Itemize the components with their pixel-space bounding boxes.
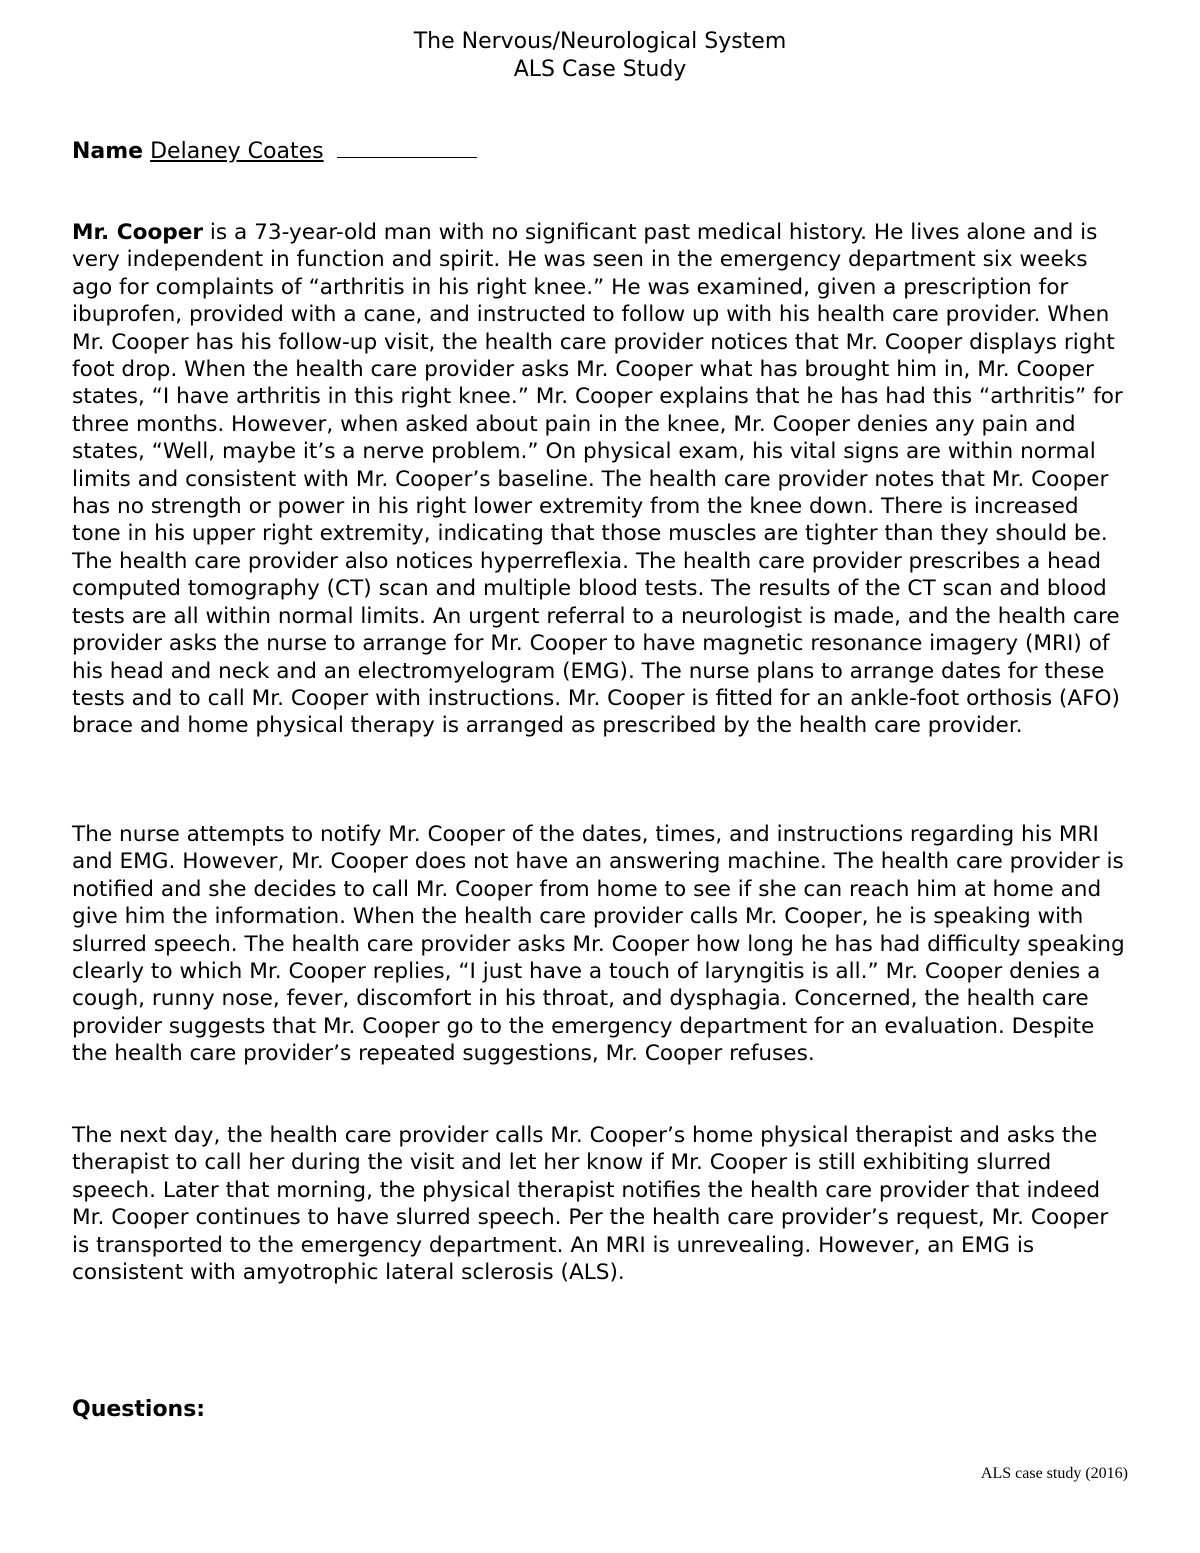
questions-heading: Questions: — [72, 1397, 206, 1422]
name-value: Delaney Coates — [150, 139, 324, 164]
case-paragraph-1-text: is a 73-year-old man with no significant past medical history. He lives alone and is very independent in function and spirit. He was seen in the emergency department six weeks ago for complaints of “arthritis in his right knee.” He was examined, given a prescription for ibuprofen, provided with a cane, and instructed to follow up with his health care provider. When Mr. Cooper has his follow-up visit, the health care provider notices that Mr. Cooper displays right foot drop. When the health care provider asks Mr. Cooper what has brought him in, Mr. Cooper states, “I have arthritis in this right knee.” Mr. Cooper explains that he has had this “arthritis” for three months. However, when asked about pain in the knee, Mr. Cooper denies any pain and states, “Well, maybe it’s a nerve problem.” On physical exam, his vital signs are within normal limits and consistent with Mr. Cooper’s baseline. The health care provider notes that Mr. Cooper has no strength or power in his right lower extremity from the knee down. There is increased tone in his upper right extremity, indicating that those muscles are tighter than they should be. The health care provider also notices hyperreflexia. The health care provider prescribes a head computed tomography (CT) scan and multiple blood tests. The results of the CT scan and blood tests are all within normal limits. An urgent referral to a neurologist is made, and the health care provider asks the nurse to arrange for Mr. Cooper to have magnetic resonance imagery (MRI) of his head and neck and an electromyelogram (EMG). The nurse plans to arrange dates for these tests and to call Mr. Cooper with instructions. Mr. Cooper is fitted for an ankle-foot orthosis (AFO) brace and home physical therapy is arranged as prescribed by the health care provider. — [72, 220, 1123, 739]
name-blank-line — [337, 137, 477, 158]
name-line — [72, 137, 477, 166]
patient-name-lead: Mr. Cooper — [72, 220, 204, 245]
page-footer: ALS case study (2016) — [980, 1465, 1128, 1482]
case-paragraph-1 — [72, 219, 1132, 740]
case-paragraph-3: The next day, the health care provider calls Mr. Cooper’s home physical therapist and asks the therapist to call her during the visit and let her know if Mr. Cooper is still exhibiting slurred speech. Later that morning, the physical therapist notifies the health care provider that indeed Mr. Cooper continues to have slurred speech. Per the health care provider’s request, Mr. Cooper is transported to the emergency department. An MRI is unrevealing. However, an EMG is consistent with amyotrophic lateral sclerosis (ALS). — [72, 1123, 1109, 1286]
document-subtitle: ALS Case Study — [513, 57, 687, 82]
name-label: Name — [72, 139, 144, 164]
document-title: The Nervous/Neurological System — [413, 29, 787, 54]
case-paragraph-2: The nurse attempts to notify Mr. Cooper of the dates, times, and instructions regarding his MRI and EMG. However, Mr. Cooper does not have an answering machine. The health care provider is notified and she decides to call Mr. Cooper from home to see if she can reach him at home and give him the information. When the health care provider calls Mr. Cooper, he is speaking with slurred speech. The health care provider asks Mr. Cooper how long he has had difficulty speaking clearly to which Mr. Cooper replies, “I just have a touch of laryngitis is all.” Mr. Cooper denies a cough, runny nose, fever, discomfort in his throat, and dysphagia. Concerned, the health care provider suggests that Mr. Cooper go to the emergency department for an evaluation. Despite the health care provider’s repeated suggestions, Mr. Cooper refuses. — [72, 822, 1125, 1067]
document-header — [0, 28, 1200, 84]
